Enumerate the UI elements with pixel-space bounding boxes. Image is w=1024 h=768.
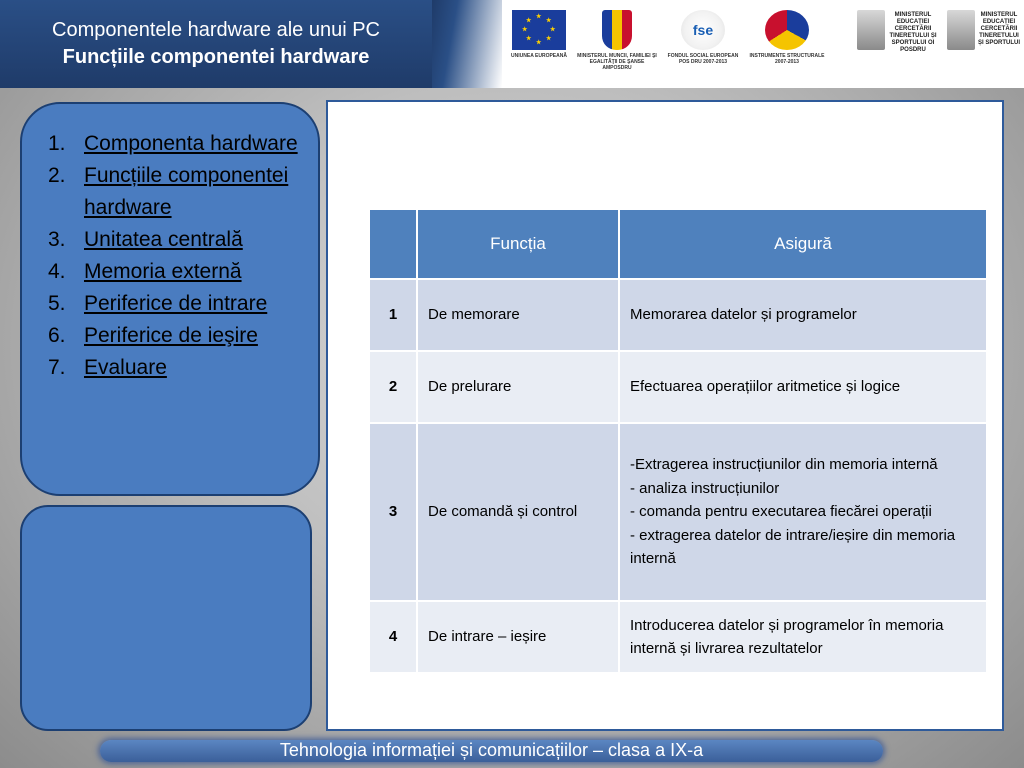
function-cell: De memorare (417, 279, 619, 351)
logo-ministry-education-1: MINISTERUL EDUCAȚIEI CERCETĂRII TINERETULUI ȘI SPORTULUI OI POSDRU (855, 10, 939, 53)
nav-item-evaluare: 7. Evaluare (44, 352, 298, 384)
nav-link-unitatea-centrala[interactable]: Unitatea centrală (84, 228, 243, 251)
logo-instrumente-structurale: INSTRUMENTE STRUCTURALE 2007-2013 (749, 10, 825, 65)
ensures-cell: -Extragerea instrucțiunilor din memoria internă - analiza instrucțiunilor - comanda pentru executarea fiecărei operații - extragerea datelor de intrare/ieșire din memoria internă (619, 423, 987, 601)
slide-subtitle: Funcțiile componentei hardware (62, 46, 370, 68)
instrumente-structurale-icon (765, 10, 809, 50)
logo-fse: fse FONDUL SOCIAL EUROPEAN POS DRU 2007-2013 (665, 10, 741, 65)
nav-item-periferice-intrare: 5. Periferice de intrare (44, 288, 298, 320)
table-row (369, 279, 987, 351)
nav-list (44, 128, 298, 384)
function-cell: De intrare – ieșire (417, 601, 619, 673)
slide-title: Componentele hardware ale unui PC (52, 19, 380, 41)
nav-link-memoria-externa[interactable]: Memoria externă (84, 260, 242, 283)
table-header-row (369, 209, 987, 279)
logo-ministry-labour: MINISTERUL MUNCII, FAMILIEI ŞI EGALITĂŢII DE ŞANSE AMPOSDRU (575, 10, 659, 71)
nav-link-componenta-hardware[interactable]: Componenta hardware (84, 132, 298, 155)
slide-header (0, 0, 1024, 88)
ensures-cell: Memorarea datelor și programelor (619, 279, 987, 351)
logo-ministry-education-2: MINISTERUL EDUCAȚIEI CERCETĂRII TINERETULUI ȘI SPORTULUI (945, 10, 1023, 53)
content-panel (326, 100, 1004, 731)
row-number: 4 (369, 601, 417, 673)
table-row (369, 423, 987, 601)
eu-flag-icon: ★ ★ ★ ★ ★ ★ ★ ★ (512, 10, 566, 50)
table-row (369, 351, 987, 423)
title-box (0, 0, 432, 88)
table-row (369, 601, 987, 673)
fse-logo-icon: fse (681, 10, 725, 50)
nav-link-functiile[interactable]: Funcțiile componentei hardware (84, 164, 289, 219)
column-header-ensures: Asigură (619, 209, 987, 279)
ensures-cell: Efectuarea operațiilor aritmetice și logice (619, 351, 987, 423)
functions-table (368, 208, 988, 674)
coat-of-arms-icon (602, 10, 632, 50)
empty-panel (20, 505, 312, 731)
column-header-function: Funcția (417, 209, 619, 279)
column-header-number (369, 209, 417, 279)
footer-banner: Tehnologia informației și comunicațiilor – clasa a IX-a (100, 740, 883, 762)
lesson-navigation (20, 102, 320, 496)
function-cell: De prelurare (417, 351, 619, 423)
ministry-icon (857, 10, 885, 50)
function-cell: De comandă și control (417, 423, 619, 601)
row-number: 3 (369, 423, 417, 601)
ensures-cell: Introducerea datelor și programelor în memoria internă și livrarea rezultatelor (619, 601, 987, 673)
nav-item-functiile: 2. Funcțiile componentei hardware (44, 160, 298, 224)
ministry-icon (947, 10, 975, 50)
nav-item-periferice-iesire: 6. Periferice de ieşire (44, 320, 298, 352)
nav-item-unitatea-centrala: 3. Unitatea centrală (44, 224, 298, 256)
nav-link-periferice-intrare[interactable]: Periferice de intrare (84, 292, 268, 315)
row-number: 1 (369, 279, 417, 351)
nav-link-evaluare[interactable]: Evaluare (84, 356, 167, 379)
nav-item-memoria-externa: 4. Memoria externă (44, 256, 298, 288)
row-number: 2 (369, 351, 417, 423)
nav-item-componenta-hardware: 1. Componenta hardware (44, 128, 298, 160)
nav-link-periferice-iesire[interactable]: Periferice de ieşire (84, 324, 258, 347)
sponsor-logos (505, 10, 1020, 82)
logo-eu: ★ ★ ★ ★ ★ ★ ★ ★ UNIUNEA EUROPEANĂ (509, 10, 569, 59)
